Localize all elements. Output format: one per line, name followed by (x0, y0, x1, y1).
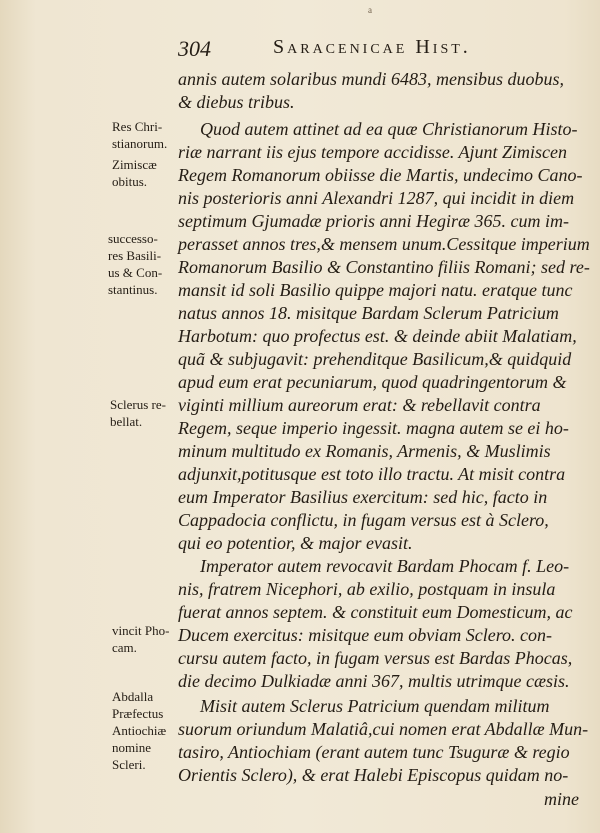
text-line: Ducem exercitus: misitque eum obviam Sclero. con- (178, 625, 553, 645)
text-line: minum multitudo ex Romanis, Armenis, & Muslimis (178, 441, 551, 461)
text-line: Cappadocia conflictu, in fugam versus est à Sclero, (178, 510, 549, 530)
margin-note-res-christianorum-2: stianorum. (112, 136, 168, 151)
text-line: & diebus tribus. (178, 92, 295, 112)
text-line: Misit autem Sclerus Patricium quendam militum (200, 696, 550, 716)
margin-note-abdalla-3: Antiochiæ (112, 723, 167, 738)
text-line: Harbotum: quo profectus est. & deinde abiit Malatiam, (178, 326, 577, 346)
text-line: Imperator autem revocavit Bardam Phocam f. Leo- (200, 556, 570, 576)
text-line: viginti millium aureorum erat: & rebellavit contra (178, 395, 541, 415)
text-line: riæ narrant iis ejus tempore accidisse. Ajunt Zimiscen (178, 142, 567, 162)
margin-note-vincit-2: cam. (112, 640, 137, 655)
top-mark: a (368, 5, 372, 15)
text-line: Regem, seque imperio ingessit. magna autem se ei ho- (178, 418, 569, 438)
text-line: natus annos 18. misitque Bardam Sclerum Patricium (178, 303, 559, 323)
text-line: apud eum erat pecuniarum, quod quadringentorum & (178, 372, 567, 392)
margin-note-zimiscae-2: obitus. (112, 174, 148, 189)
margin-note-zimiscae-1: Zimiscæ (112, 157, 157, 172)
margin-note-vincit-1: vincit Pho- (112, 623, 170, 638)
text-line: Orientis Sclero), & erat Halebi Episcopus quidam no- (178, 765, 569, 785)
margin-note-successores-4: stantinus. (108, 282, 158, 297)
text-line: cursu autem facto, in fugam versus est Bardas Phocas, (178, 648, 573, 668)
margin-note-successores-3: us & Con- (108, 265, 163, 280)
text-line: tasiro, Antiochiam (erant autem tunc Tsuguræ & regio (178, 742, 570, 762)
text-line: eum Imperator Basilius exercitum: sed hic, facto in (178, 487, 548, 507)
margin-note-res-christianorum-1: Res Chri- (112, 119, 163, 134)
text-line: Regem Romanorum obiisse die Martis, undecimo Cano- (178, 165, 583, 185)
margin-note-successores-1: successo- (108, 231, 158, 246)
text-line: mansit id soli Basilio quippe majori natu. eratque tunc (178, 280, 573, 300)
text-line: quã & subjugavit: prehenditque Basilicum,& quidquid (178, 349, 572, 369)
catchword: mine (544, 789, 579, 809)
margin-note-sclerus-1: Sclerus re- (110, 397, 166, 412)
text-line: nis, fratrem Nicephori, ab exilio, postquam in insula (178, 579, 556, 599)
text-line: annis autem solaribus mundi 6483, mensibus duobus, (178, 69, 565, 89)
margin-note-abdalla-4: nomine (112, 740, 151, 755)
text-line: nis posterioris anni Alexandri 1287, qui incidit in diem (178, 188, 575, 208)
text-line: perasset annos tres,& mensem unum.Cessitque imperium (178, 234, 590, 254)
text-line: qui eo potentior, & major evasit. (178, 533, 413, 553)
margin-note-abdalla-1: Abdalla (112, 689, 154, 704)
text-line: Romanorum Basilio & Constantino filiis Romani; sed re- (178, 257, 590, 277)
text-line: Quod autem attinet ad ea quæ Christianorum Histo- (200, 119, 578, 139)
margin-note-abdalla-2: Præfectus (112, 706, 164, 721)
margin-note-successores-2: res Basili- (108, 248, 162, 263)
margin-note-sclerus-2: bellat. (110, 414, 143, 429)
text-line: suorum oriundum Malatiâ,cui nomen erat Abdallæ Mun- (178, 719, 589, 739)
text-line: die decimo Dulkiadæ anni 367, multis utrimque cæsis. (178, 671, 570, 691)
text-line: septimum Gjumadæ prioris anni Hegiræ 365. cum im- (178, 211, 569, 231)
text-line: fuerat annos septem. & constituit eum Domesticum, ac (178, 602, 573, 622)
page-header (178, 36, 538, 64)
running-head: Saracenicae Hist. (273, 36, 471, 58)
text-line: adjunxit,potitusque est toto illo tractu. At misit contra (178, 464, 566, 484)
page-number: 304 (178, 36, 211, 61)
margin-note-abdalla-5: Scleri. (112, 757, 146, 772)
